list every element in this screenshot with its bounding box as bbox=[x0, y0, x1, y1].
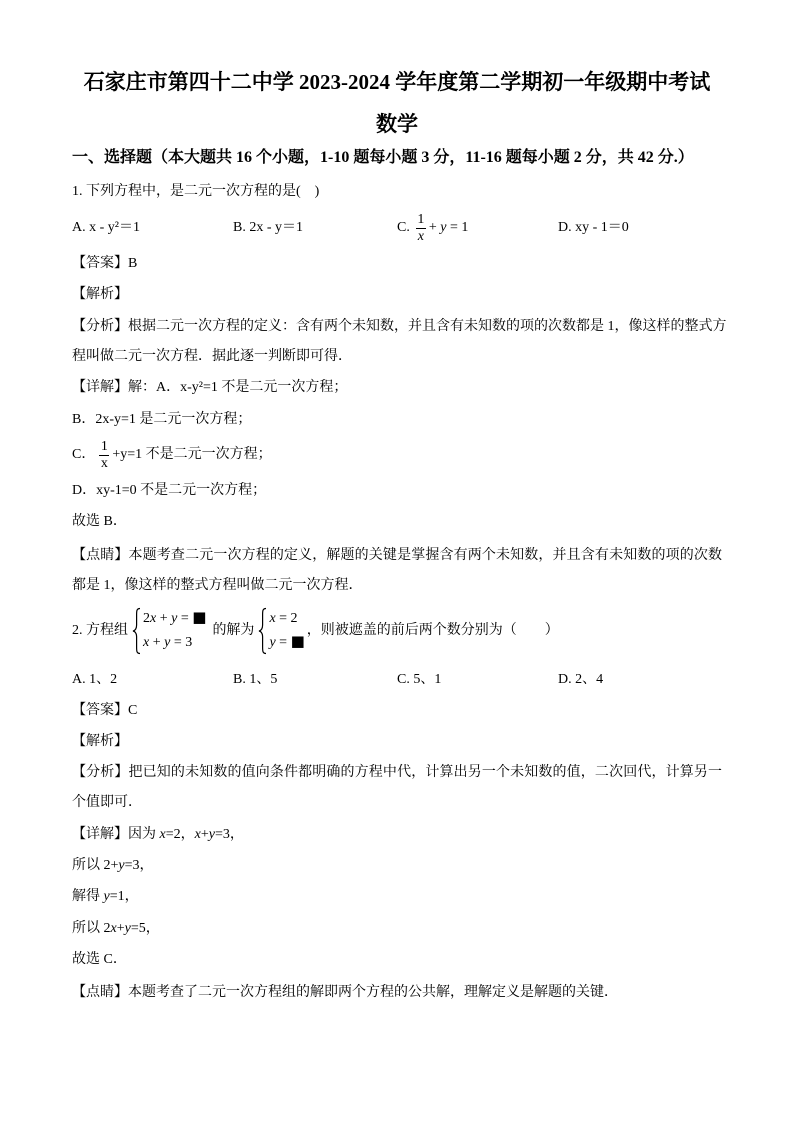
question-2-prefix: 2. 方程组 bbox=[72, 623, 128, 638]
detail-line: 解得 y=1， bbox=[72, 889, 139, 904]
equation-system-solution bbox=[258, 607, 304, 655]
fraction-numerator: 1 bbox=[100, 438, 108, 454]
detail-line: 【详解】因为 x=2，x+y=3， bbox=[72, 827, 244, 842]
math-variable: y bbox=[164, 635, 171, 650]
math-variable: y bbox=[440, 220, 447, 235]
left-brace bbox=[132, 607, 141, 655]
option-b: B. 2x - y＝1 bbox=[233, 220, 303, 235]
detail-text: +y=1 不是二元一次方程； bbox=[112, 447, 272, 462]
detail-conclusion: 故选 B． bbox=[72, 514, 127, 529]
math-variable: y bbox=[124, 921, 131, 936]
equation-lines bbox=[143, 607, 206, 655]
detail-line: 【详解】解：A．x-y²=1 不是二元一次方程； bbox=[72, 380, 348, 395]
answer-label: 【答案】B bbox=[72, 256, 138, 271]
math-variable: x bbox=[110, 921, 117, 936]
math-variable: y bbox=[269, 635, 276, 650]
detail-line: D．xy-1=0 不是二元一次方程； bbox=[72, 483, 267, 498]
equation-lines bbox=[269, 607, 304, 655]
subject-title: 数学 bbox=[376, 112, 418, 136]
masked-number: ■ bbox=[192, 608, 207, 626]
option-d: D. 2、4 bbox=[558, 672, 604, 687]
fraction-denominator bbox=[416, 229, 426, 245]
question-2-middle: 的解为 bbox=[212, 623, 255, 638]
math-variable: x bbox=[143, 635, 150, 650]
fraction-denominator: x bbox=[100, 455, 108, 471]
analysis-line: 【分析】把已知的未知数的值向条件都明确的方程中代，计算出另一个未知数的值，二次回代，计算另一 bbox=[72, 765, 722, 780]
analysis-line: 【分析】根据二元一次方程的定义：含有两个未知数，并且含有未知数的项的次数都是 1，像这样的整式方 bbox=[72, 319, 727, 334]
equation-line: 2x + y = ■ bbox=[143, 608, 207, 626]
math-variable: x bbox=[159, 827, 166, 842]
option-c: C. 5、1 bbox=[397, 672, 442, 687]
question-1-stem: 1. 下列方程中，是二元一次方程的是( ) bbox=[72, 184, 320, 199]
left-brace bbox=[258, 607, 267, 655]
comment-line: 都是 1，像这样的整式方程叫做二元一次方程． bbox=[72, 578, 363, 593]
analysis-paragraph bbox=[72, 312, 727, 372]
equation-line: x + y = 3 bbox=[143, 635, 193, 650]
detail-line-c bbox=[72, 433, 272, 477]
math-variable: x bbox=[150, 611, 157, 626]
equation-system-given bbox=[132, 607, 206, 655]
detail-line: 所以 2x+y=5， bbox=[72, 921, 160, 936]
detail-label: C． bbox=[72, 447, 96, 462]
fraction-numerator: 1 bbox=[417, 211, 425, 227]
option-a: A. 1、2 bbox=[72, 672, 118, 687]
analysis-line: 个值即可． bbox=[72, 795, 142, 810]
fraction bbox=[99, 439, 109, 472]
math-variable: x bbox=[417, 228, 424, 244]
comment-paragraph bbox=[72, 541, 722, 601]
question-2-options bbox=[72, 670, 722, 690]
masked-number: ■ bbox=[290, 632, 305, 650]
section-heading: 一、选择题（本大题共 16 个小题，1-10 题每小题 3 分，11-16 题每小题 2 分，共 42 分.） bbox=[72, 149, 694, 166]
math-variable: x bbox=[269, 611, 276, 626]
exam-title: 石家庄市第四十二中学 2023-2024 学年度第二学期初一年级期中考试 bbox=[83, 70, 711, 94]
math-variable: y bbox=[208, 827, 215, 842]
detail-line: B．2x-y=1 是二元一次方程； bbox=[72, 412, 252, 427]
equation-line: x = 2 bbox=[269, 611, 298, 626]
option-a: A. x - y²＝1 bbox=[72, 220, 140, 235]
math-variable: y bbox=[103, 889, 110, 904]
analysis-paragraph bbox=[72, 758, 722, 818]
comment-line: 【点睛】本题考查了二元一次方程组的解即两个方程的公共解，理解定义是解题的关键． bbox=[72, 985, 618, 1000]
question-2-suffix: ，则被遮盖的前后两个数分别为（ ） bbox=[306, 623, 559, 638]
option-c bbox=[397, 206, 468, 250]
detail-line: 所以 2+y=3， bbox=[72, 858, 154, 873]
question-2-stem bbox=[72, 607, 559, 655]
option-c-expression: + y = 1 bbox=[428, 220, 469, 235]
option-d: D. xy - 1＝0 bbox=[558, 220, 629, 235]
option-b: B. 1、5 bbox=[233, 672, 278, 687]
solution-label: 【解析】 bbox=[72, 734, 128, 749]
math-variable: y bbox=[118, 858, 125, 873]
question-1-options bbox=[72, 206, 722, 250]
comment-line: 【点睛】本题考查二元一次方程的定义，解题的关键是掌握含有两个未知数，并且含有未知数的项的次数 bbox=[72, 548, 722, 563]
equation-line: y = ■ bbox=[269, 632, 305, 650]
analysis-line: 程叫做二元一次方程．据此逐一判断即可得． bbox=[72, 349, 352, 364]
math-variable: y bbox=[171, 611, 178, 626]
answer-label: 【答案】C bbox=[72, 703, 138, 718]
fraction bbox=[416, 212, 426, 245]
math-variable: x bbox=[194, 827, 201, 842]
option-label: C. bbox=[397, 220, 410, 235]
detail-conclusion: 故选 C． bbox=[72, 952, 127, 967]
solution-label: 【解析】 bbox=[72, 287, 128, 302]
